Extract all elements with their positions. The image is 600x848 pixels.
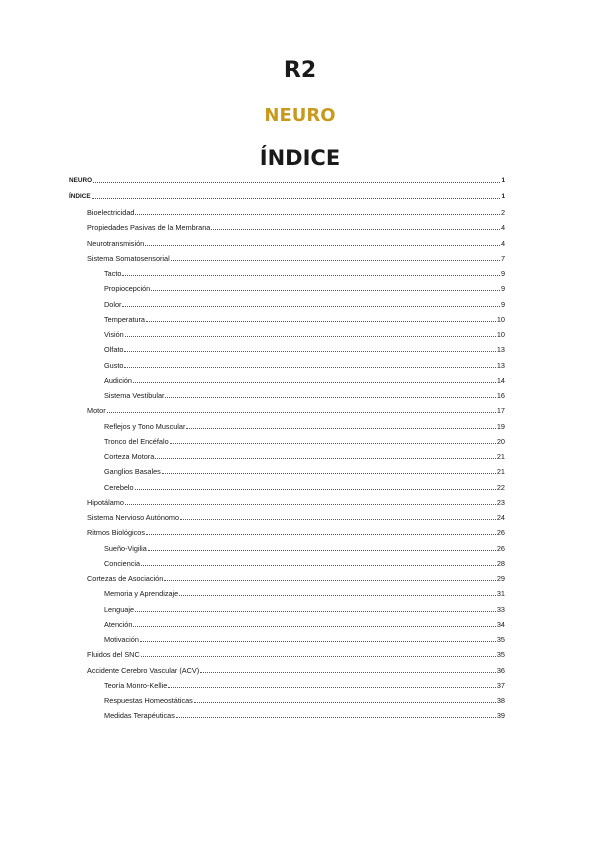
toc-entry[interactable]	[104, 635, 505, 644]
toc-entry[interactable]	[87, 254, 505, 263]
toc-entry-title: Accidente Cerebro Vascular (ACV)	[87, 665, 200, 675]
toc-dot-leader	[165, 396, 495, 398]
toc-entry[interactable]	[104, 483, 505, 492]
toc-entry-page-number: 23	[496, 497, 505, 507]
toc-dot-leader	[151, 289, 500, 291]
toc-entry-title: Neurotransmisión	[87, 238, 145, 248]
toc-entry-page-number: 36	[496, 665, 505, 675]
toc-entry-title: Memoria y Aprendizaje	[104, 589, 179, 599]
toc-dot-leader	[162, 472, 496, 474]
toc-dot-leader	[146, 533, 496, 535]
toc-entry-title: ÍNDICE	[69, 193, 91, 200]
toc-entry-title: Propiocepción	[104, 284, 151, 294]
toc-entry[interactable]	[104, 544, 505, 553]
toc-entry-page-number: 21	[496, 452, 505, 461]
toc-entry-page-number: 13	[496, 345, 505, 355]
toc-entry[interactable]	[104, 345, 505, 354]
toc-dot-leader	[179, 594, 496, 596]
toc-entry-title: Visión	[104, 330, 124, 339]
toc-entry-title: Medidas Terapéuticas	[104, 711, 175, 721]
toc-entry-title: Sistema Nervioso Autónomo	[87, 513, 180, 522]
toc-dot-leader	[176, 716, 496, 718]
toc-entry-title: Audición	[104, 375, 132, 385]
toc-entry-title: Temperatura	[104, 314, 145, 324]
toc-entry[interactable]	[104, 315, 505, 324]
toc-entry[interactable]	[104, 467, 505, 476]
toc-dot-leader	[107, 411, 496, 413]
toc-entry[interactable]	[87, 208, 505, 217]
toc-entry-page-number: 7	[500, 253, 505, 263]
toc-entry[interactable]	[104, 376, 505, 385]
toc-entry-title: Corteza Motora	[104, 452, 155, 461]
toc-entry[interactable]	[104, 696, 505, 705]
toc-dot-leader	[164, 579, 496, 581]
toc-entry-page-number: 9	[500, 284, 505, 294]
toc-entry-page-number: 4	[500, 223, 505, 233]
toc-dot-leader	[122, 305, 500, 307]
toc-entry-title: Ritmos Biológicos	[87, 528, 145, 538]
toc-dot-leader	[141, 655, 496, 657]
toc-entry[interactable]	[104, 681, 505, 690]
toc-entry-page-number: 9	[500, 299, 505, 309]
toc-entry-page-number: 17	[496, 406, 505, 416]
toc-entry-page-number: 16	[496, 391, 505, 400]
toc-entry-title: Hipotálamo	[87, 497, 124, 507]
toc-entry-page-number: 1	[501, 177, 505, 184]
toc-dot-leader	[200, 671, 496, 673]
toc-entry-page-number: 22	[496, 482, 505, 492]
toc-entry-page-number: 10	[496, 314, 505, 324]
toc-entry[interactable]	[87, 406, 505, 415]
toc-entry[interactable]	[87, 498, 505, 507]
toc-entry[interactable]	[87, 513, 505, 522]
toc-entry-title: Propiedades Pasivas de la Membrana	[87, 223, 211, 233]
document-code-heading: R2	[283, 58, 317, 83]
toc-dot-leader	[124, 366, 495, 368]
toc-entry-page-number: 33	[496, 604, 505, 614]
toc-dot-leader	[155, 457, 496, 459]
toc-entry-page-number: 9	[500, 269, 505, 278]
toc-entry-page-number: 2	[500, 208, 505, 217]
toc-dot-leader	[92, 197, 501, 199]
toc-entry-page-number: 37	[496, 680, 505, 690]
subject-heading: NEURO	[264, 105, 336, 126]
toc-entry-page-number: 28	[496, 558, 505, 568]
toc-dot-leader	[148, 549, 496, 551]
toc-entry[interactable]	[87, 223, 505, 232]
toc-entry-page-number: 1	[501, 193, 505, 200]
toc-dot-leader	[146, 320, 496, 322]
toc-dot-leader	[135, 610, 496, 612]
toc-entry-title: Bioelectricidad	[87, 208, 135, 217]
toc-entry-title: Atención	[104, 619, 133, 629]
toc-dot-leader	[145, 244, 500, 246]
toc-entry-title: Sistema Somatosensorial	[87, 253, 170, 263]
toc-dot-leader	[141, 564, 496, 566]
toc-entry-title: Sueño-Vigilia	[104, 543, 147, 553]
toc-entry[interactable]	[87, 666, 505, 675]
toc-entry-title: Teoría Monro-Kellie	[104, 680, 168, 690]
toc-dot-leader	[140, 640, 496, 642]
toc-entry-title: Cerebelo	[104, 482, 134, 492]
toc-entry-title: Cortezas de Asociación	[87, 574, 164, 583]
toc-entry[interactable]	[69, 176, 505, 185]
toc-entry[interactable]	[87, 528, 505, 537]
toc-dot-leader	[135, 213, 499, 215]
toc-dot-leader	[125, 503, 496, 505]
toc-entry-title: Fluidos del SNC	[87, 650, 140, 660]
toc-entry-title: Motor	[87, 406, 106, 416]
toc-entry[interactable]	[69, 192, 505, 201]
toc-entry[interactable]	[104, 361, 505, 370]
toc-entry-page-number: 39	[496, 711, 505, 721]
toc-entry-title: Tacto	[104, 269, 122, 278]
toc-dot-leader	[180, 518, 496, 520]
toc-entry[interactable]	[104, 605, 505, 614]
toc-entry-title: Gusto	[104, 360, 124, 370]
toc-entry-page-number: 35	[496, 650, 505, 660]
toc-entry-title: Respuestas Homeostáticas	[104, 696, 193, 705]
toc-dot-leader	[122, 274, 499, 276]
toc-entry-page-number: 26	[496, 528, 505, 538]
toc-entry-page-number: 35	[496, 635, 505, 644]
toc-entry-page-number: 19	[496, 421, 505, 431]
index-heading: ÍNDICE	[259, 146, 341, 170]
toc-entry[interactable]	[104, 284, 505, 293]
toc-entry-title: Olfato	[104, 345, 124, 355]
toc-entry-page-number: 14	[496, 375, 505, 385]
toc-dot-leader	[194, 701, 496, 703]
toc-entry[interactable]	[104, 437, 505, 446]
toc-entry-title: Lenguaje	[104, 604, 135, 614]
toc-entry-title: Sistema Vestibular	[104, 391, 165, 400]
toc-dot-leader	[170, 442, 496, 444]
toc-dot-leader	[168, 686, 496, 688]
toc-entry[interactable]	[87, 650, 505, 659]
toc-dot-leader	[211, 228, 500, 230]
toc-dot-leader	[186, 427, 495, 429]
toc-entry-page-number: 38	[496, 696, 505, 705]
toc-entry[interactable]	[104, 620, 505, 629]
toc-entry[interactable]	[104, 300, 505, 309]
toc-dot-leader	[93, 181, 500, 183]
toc-entry-title: NEURO	[69, 177, 93, 184]
toc-entry-page-number: 26	[496, 543, 505, 553]
toc-entry[interactable]	[104, 422, 505, 431]
toc-dot-leader	[171, 259, 500, 261]
toc-entry[interactable]	[104, 711, 505, 720]
toc-entry[interactable]	[104, 269, 505, 278]
toc-entry[interactable]	[104, 330, 505, 339]
toc-dot-leader	[133, 381, 496, 383]
toc-entry-page-number: 29	[496, 574, 505, 583]
toc-entry[interactable]	[104, 452, 505, 461]
toc-entry-page-number: 10	[496, 330, 505, 339]
toc-entry-page-number: 21	[496, 467, 505, 477]
toc-entry[interactable]	[87, 239, 505, 248]
toc-entry-page-number: 34	[496, 619, 505, 629]
toc-dot-leader	[135, 488, 496, 490]
toc-entry-page-number: 24	[496, 513, 505, 522]
toc-dot-leader	[125, 335, 496, 337]
toc-entry[interactable]	[104, 589, 505, 598]
toc-entry-page-number: 13	[496, 360, 505, 370]
toc-entry-page-number: 4	[500, 238, 505, 248]
toc-entry[interactable]	[87, 574, 505, 583]
toc-dot-leader	[133, 625, 495, 627]
toc-entry[interactable]	[104, 559, 505, 568]
toc-entry-title: Motivación	[104, 635, 139, 644]
toc-dot-leader	[124, 350, 495, 352]
toc-entry-title: Tronco del Encéfalo	[104, 436, 169, 446]
toc-entry-title: Ganglios Basales	[104, 467, 161, 477]
toc-entry[interactable]	[104, 391, 505, 400]
toc-entry-title: Dolor	[104, 299, 122, 309]
toc-entry-page-number: 31	[496, 589, 505, 599]
toc-entry-page-number: 20	[496, 436, 505, 446]
toc-entry-title: Reflejos y Tono Muscular	[104, 421, 186, 431]
toc-entry-title: Conciencia	[104, 558, 141, 568]
